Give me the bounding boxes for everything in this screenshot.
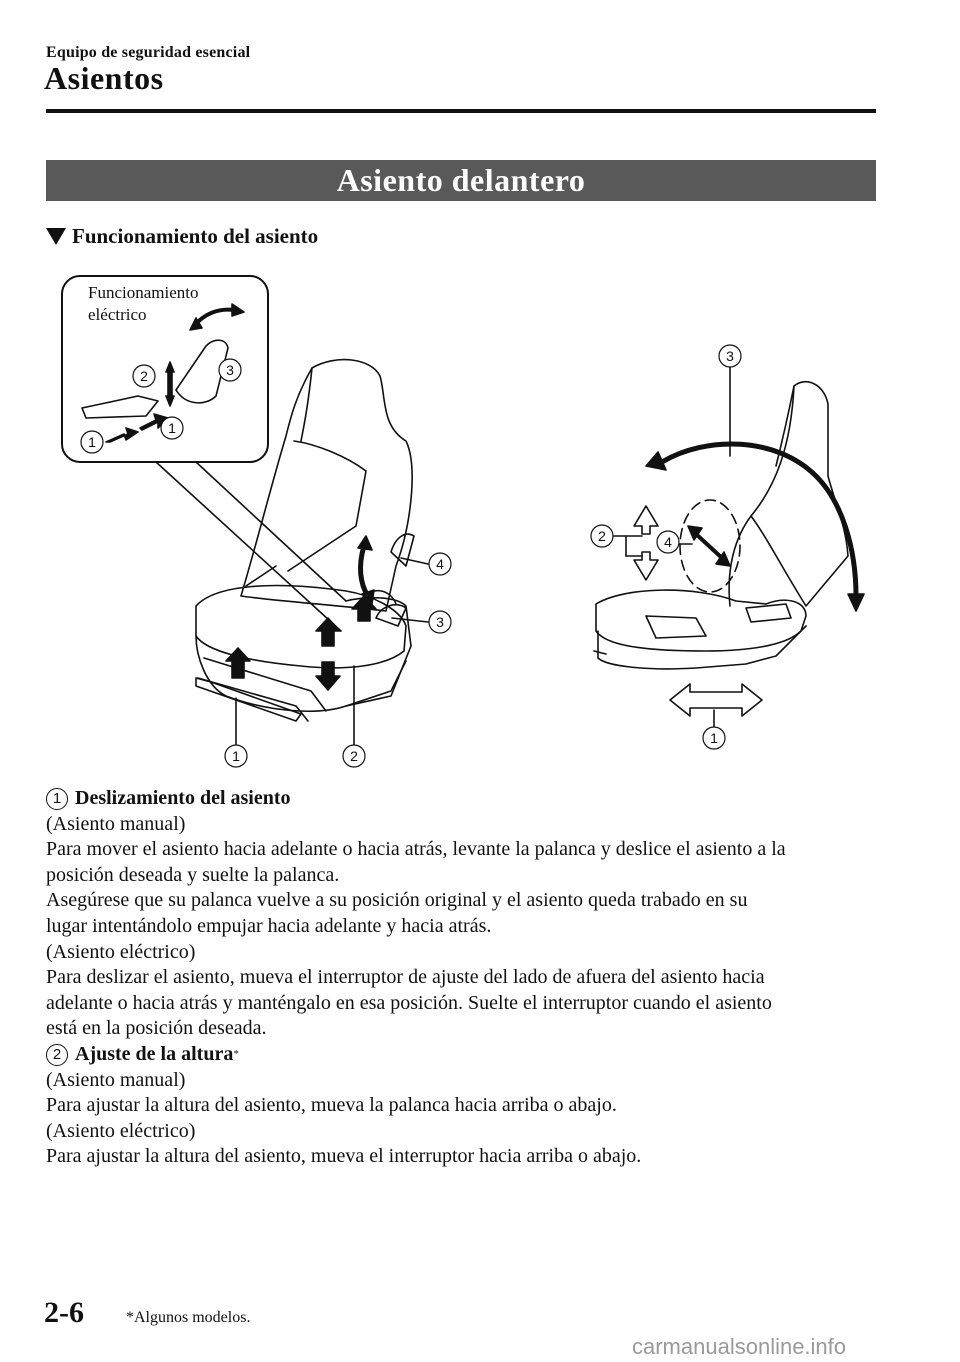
- item-1-line: Para deslizar el asiento, mueva el interruptor de ajuste del lado de afuera del asiento hacia: [46, 966, 765, 989]
- svg-text:2: 2: [140, 368, 148, 384]
- callout-inset-1a: [81, 431, 103, 453]
- item-2-line: (Asiento eléctrico): [46, 1119, 196, 1142]
- triangle-bullet-icon: [46, 228, 66, 245]
- item-1-line: posición deseada y suelte la palanca.: [46, 863, 340, 886]
- item-2-title: Ajuste de la altura: [75, 1042, 234, 1065]
- callout-left-3: [429, 611, 451, 633]
- svg-text:1: 1: [88, 434, 96, 450]
- callout-right-2: [591, 525, 613, 547]
- right-seat-cushion: [596, 590, 806, 651]
- right-seat-backrest: [751, 382, 848, 606]
- svg-text:4: 4: [436, 556, 444, 572]
- callout-inset-1b: [161, 417, 183, 439]
- callout-inset-3: [219, 359, 241, 381]
- callout-left-2: [343, 745, 365, 767]
- item-2-line: (Asiento manual): [46, 1068, 186, 1091]
- title-rule: [46, 109, 876, 113]
- item-1-line: Asegúrese que su palanca vuelve a su posición original y el asiento queda trabado en su: [46, 889, 748, 912]
- svg-text:4: 4: [664, 534, 672, 550]
- svg-text:3: 3: [226, 362, 234, 378]
- page-title: Asientos: [44, 60, 164, 96]
- item-1-line: lugar intentándolo empujar hacia adelante y hacia atrás.: [46, 914, 492, 937]
- subheading: [46, 224, 318, 249]
- item-2-number-icon: 2: [46, 1044, 68, 1066]
- section-banner: Asiento delantero: [46, 160, 876, 201]
- page-number: 2-6: [44, 1296, 84, 1329]
- footnote: *Algunos modelos.: [126, 1309, 251, 1326]
- svg-text:3: 3: [436, 614, 444, 630]
- svg-text:2: 2: [350, 748, 358, 764]
- item-1-heading: [46, 786, 886, 812]
- item-1-line: adelante o hacia atrás y manténgalo en esa posición. Suelte el interruptor cuando el asiento: [46, 991, 772, 1014]
- height-arrow: [634, 506, 658, 534]
- callout-left-1: [225, 745, 247, 767]
- item-1-line: (Asiento eléctrico): [46, 940, 196, 963]
- inset-seat-switch: [82, 396, 158, 418]
- left-seat-recline-lever: [391, 534, 414, 566]
- body-text: [46, 786, 886, 1170]
- asterisk-mark: *: [233, 1047, 239, 1060]
- svg-text:1: 1: [710, 730, 718, 746]
- svg-text:2: 2: [598, 528, 606, 544]
- seat-illustration: [46, 266, 886, 776]
- inset-label-line1: Funcionamiento: [88, 283, 199, 302]
- item-1-line: está en la posición deseada.: [46, 1017, 267, 1040]
- svg-text:1: 1: [232, 748, 240, 764]
- item-1-number-icon: 1: [46, 788, 68, 810]
- item-1-line: (Asiento manual): [46, 812, 186, 835]
- inset-label-line2: eléctrico: [88, 305, 147, 324]
- callout-right-4: [657, 531, 679, 553]
- subheading-text: Funcionamiento del asiento: [72, 224, 319, 248]
- callout-left-4: [429, 553, 451, 575]
- chapter-label: Equipo de seguridad esencial: [46, 44, 251, 61]
- item-1-title: Deslizamiento del asiento: [75, 787, 291, 809]
- recline-arc-arrow: [662, 444, 856, 596]
- left-seat-backrest: [241, 360, 412, 611]
- svg-text:3: 3: [726, 348, 734, 364]
- watermark: carmanualsonline.info: [632, 1334, 847, 1359]
- callout-inset-2: [133, 365, 155, 387]
- callout-right-1: [703, 727, 725, 749]
- slide-arrow: [670, 684, 762, 716]
- callout-right-3: [719, 345, 741, 367]
- item-1-line: Para mover el asiento hacia adelante o hacia atrás, levante la palanca y deslice el asiento a la: [46, 838, 786, 861]
- svg-text:1: 1: [168, 420, 176, 436]
- item-2-line: Para ajustar la altura del asiento, mueva el interruptor hacia arriba o abajo.: [46, 1145, 642, 1168]
- item-2-line: Para ajustar la altura del asiento, mueva la palanca hacia arriba o abajo.: [46, 1094, 617, 1117]
- item-2-heading: [46, 1042, 886, 1068]
